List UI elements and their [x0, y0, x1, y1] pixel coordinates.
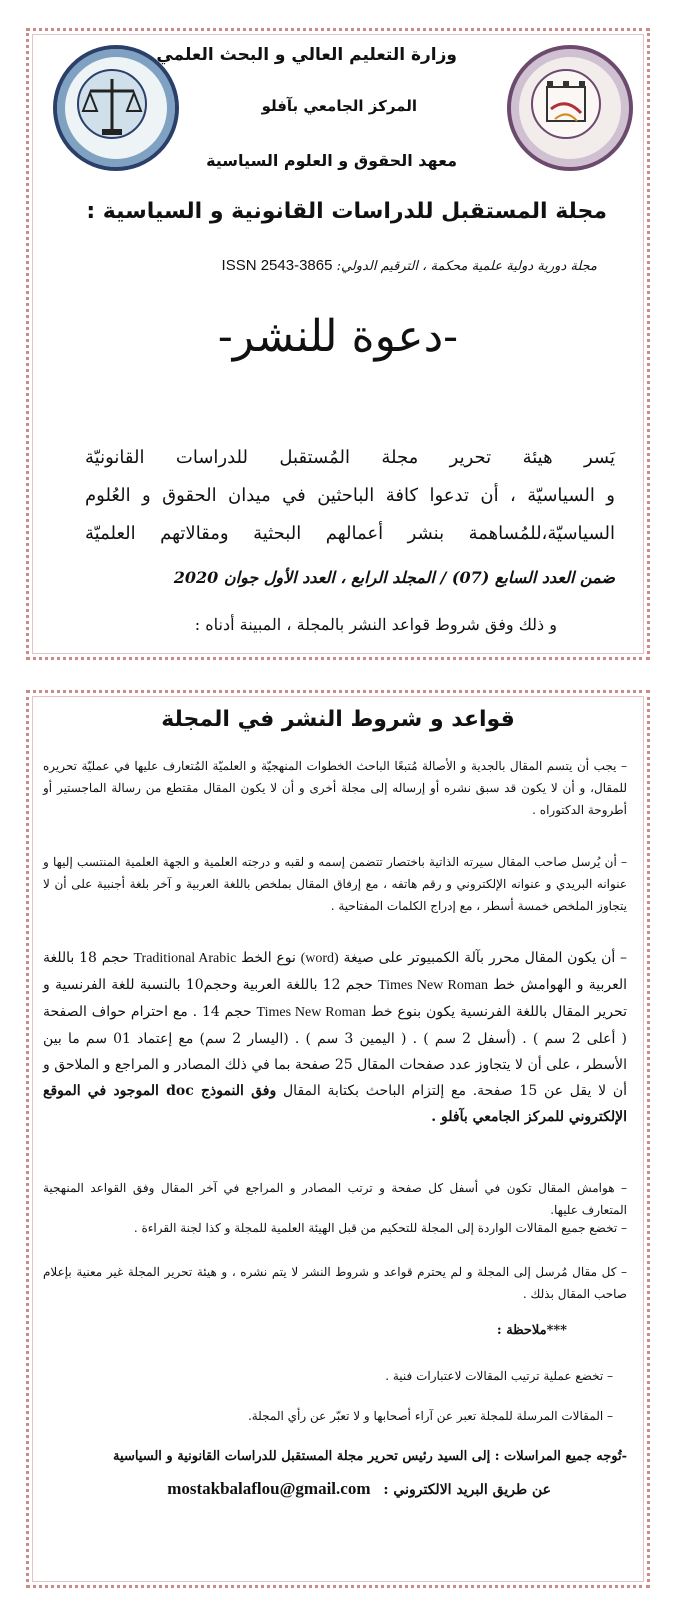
rule-item: – كل مقال مُرسل إلى المجلة و لم يحترم قواعد و شروط النشر لا يتم نشره ، و هيئة تحرير المجلة غير معنية بإعلام صاحب المقال بذلك . [43, 1265, 627, 1301]
rule-item: – يجب أن يتسم المقال بالجدية و الأصالة مُتبعًا الباحث الخطوات المنهجيّة و العلميّة المُتعارف عليها في عمليّة تحريره للمقال، و أن لا يكون قد سبق نشره أو إرساله إلى مجلة أخرى و أن لا يكون المقال مقتطع من رسالة الماجستير أو أطروحة الدكتوراه . [43, 759, 627, 817]
note-item: – تخضع عملية ترتيب المقالات لاعتبارات فنية . [385, 1369, 613, 1383]
call-for-papers-title: -دعوة للنشر- [217, 311, 459, 362]
rule-item-formatting [43, 945, 627, 1130]
conditions-intro: و ذلك وفق شروط قواعد النشر بالمجلة ، المبينة أدناه : [194, 615, 557, 634]
rule-text: حجم 14 . مع احترام حواف الصفحة ( أعلى 2 سم ) . (أسفل 2 سم ) . ( اليمين 3 سم ) . (اليسار 2 سم) مع إعتماد 01 سم ما بين الأسطر ، على أن لا يتجاوز عدد صفحات المقال 25 صفحة بما في ذلك المصادر و المراجع و الملاحق و أن لا يقل عن 15 صفحة. مع إلتزام الباحث بكتابة المقال [43, 1004, 627, 1099]
note-item: – المقالات المرسلة للمجلة تعبر عن آراء أصحابها و لا تعبّر عن رأي المجلة. [247, 1409, 613, 1423]
rule-font-french: Times New Roman [256, 1005, 366, 1020]
rule-format-word: (word) [300, 951, 339, 966]
rules-panel [26, 690, 650, 1588]
header-panel [26, 28, 650, 660]
correspondence-line: -تُوجه جميع المراسلات : إلى السيد رئيس تحرير مجلة المستقبل للدراسات القانونية و السياسية [113, 1449, 627, 1464]
rule-text: حجم 18 باللغة العربية و الهوامش خط [43, 950, 628, 993]
email-line [167, 1479, 551, 1499]
email-address[interactable]: mostakbalaflou@gmail.com [167, 1479, 371, 1498]
rule-item: – تخضع جميع المقالات الواردة إلى المجلة للتحكيم من قبل الهيئة العلمية للمجلة و كذا لجنة القراءة . [133, 1221, 627, 1235]
intro-line: السياسيّة،للمُساهمة بنشر أعمالهم البحثية ومقالاتهم العلميّة [85, 523, 615, 544]
rule-item: – هوامش المقال تكون في أسفل كل صفحة و ترتب المصادر و المراجع في آخر المقال وفق القواعد المنهجية المتعارف عليها. [43, 1181, 627, 1217]
issn-row [212, 257, 597, 274]
note-label: ***ملاحظة : [496, 1323, 567, 1338]
intro-line: يَسر هيئة تحرير مجلة المُستقبل للدراسات القانونيّة [85, 447, 615, 468]
university-center-title: المركز الجامعي بآفلو [261, 97, 417, 115]
rule-item: – أن يُرسل صاحب المقال سيرته الذاتية باختصار تتضمن إسمه و لقبه و درجته العلمية و الجهة العلمية المنتسب إليها و عنوانه البريدي و عنوانه الإلكتروني و رقم هاتفه ، مع إرفاق المقال بملخص باللغة العربية و آخر بلغة أجنبية على أن لا يتجاوز الملخص خمسة أسطر ، مع إدراج الكلمات المفتاحية . [43, 855, 627, 913]
ministry-title: وزارة التعليم العالي و البحث العلمي [156, 45, 457, 65]
rule-font-latin: Times New Roman [378, 978, 488, 993]
rule-text: – أن يكون المقال محرر بآلة الكمبيوتر على صيغة [343, 950, 628, 966]
rule-font-arabic: Traditional Arabic [133, 951, 237, 966]
intro-line: و السياسيّة ، أن تدعوا كافة الباحثين في ميدان الحقوق و العُلوم [85, 485, 615, 506]
rules-title: قواعد و شروط النشر في المجلة [161, 707, 515, 732]
email-label: عن طريق البريد الالكتروني : [383, 1482, 551, 1498]
institute-title: معهد الحقوق و العلوم السياسية [206, 151, 457, 170]
journal-description: مجلة دورية دولية علمية محكمة ، الترقيم الدولي: [336, 259, 597, 274]
university-center-aflou-seal-icon [507, 45, 633, 171]
rule-template-note: وفق النموذج doc الموجود في الموقع الإلكتروني للمركز الجامعي بآفلو . [43, 1083, 627, 1125]
rule-text: نوع الخط [241, 950, 296, 966]
rule-text: حجم 12 باللغة العربية وحجم10 بالنسبة للغة الفرنسية و تحرير المقال باللغة الفرنسية يكون بنوع خط [43, 977, 627, 1020]
issue-info: ضمن العدد السابع (07) / المجلد الرابع ، العدد الأول جوان 2020 [173, 568, 615, 587]
issn-number: ISSN 2543-3865 [221, 257, 333, 274]
journal-title: مجلة المستقبل للدراسات القانونية و السياسية : [86, 199, 607, 224]
